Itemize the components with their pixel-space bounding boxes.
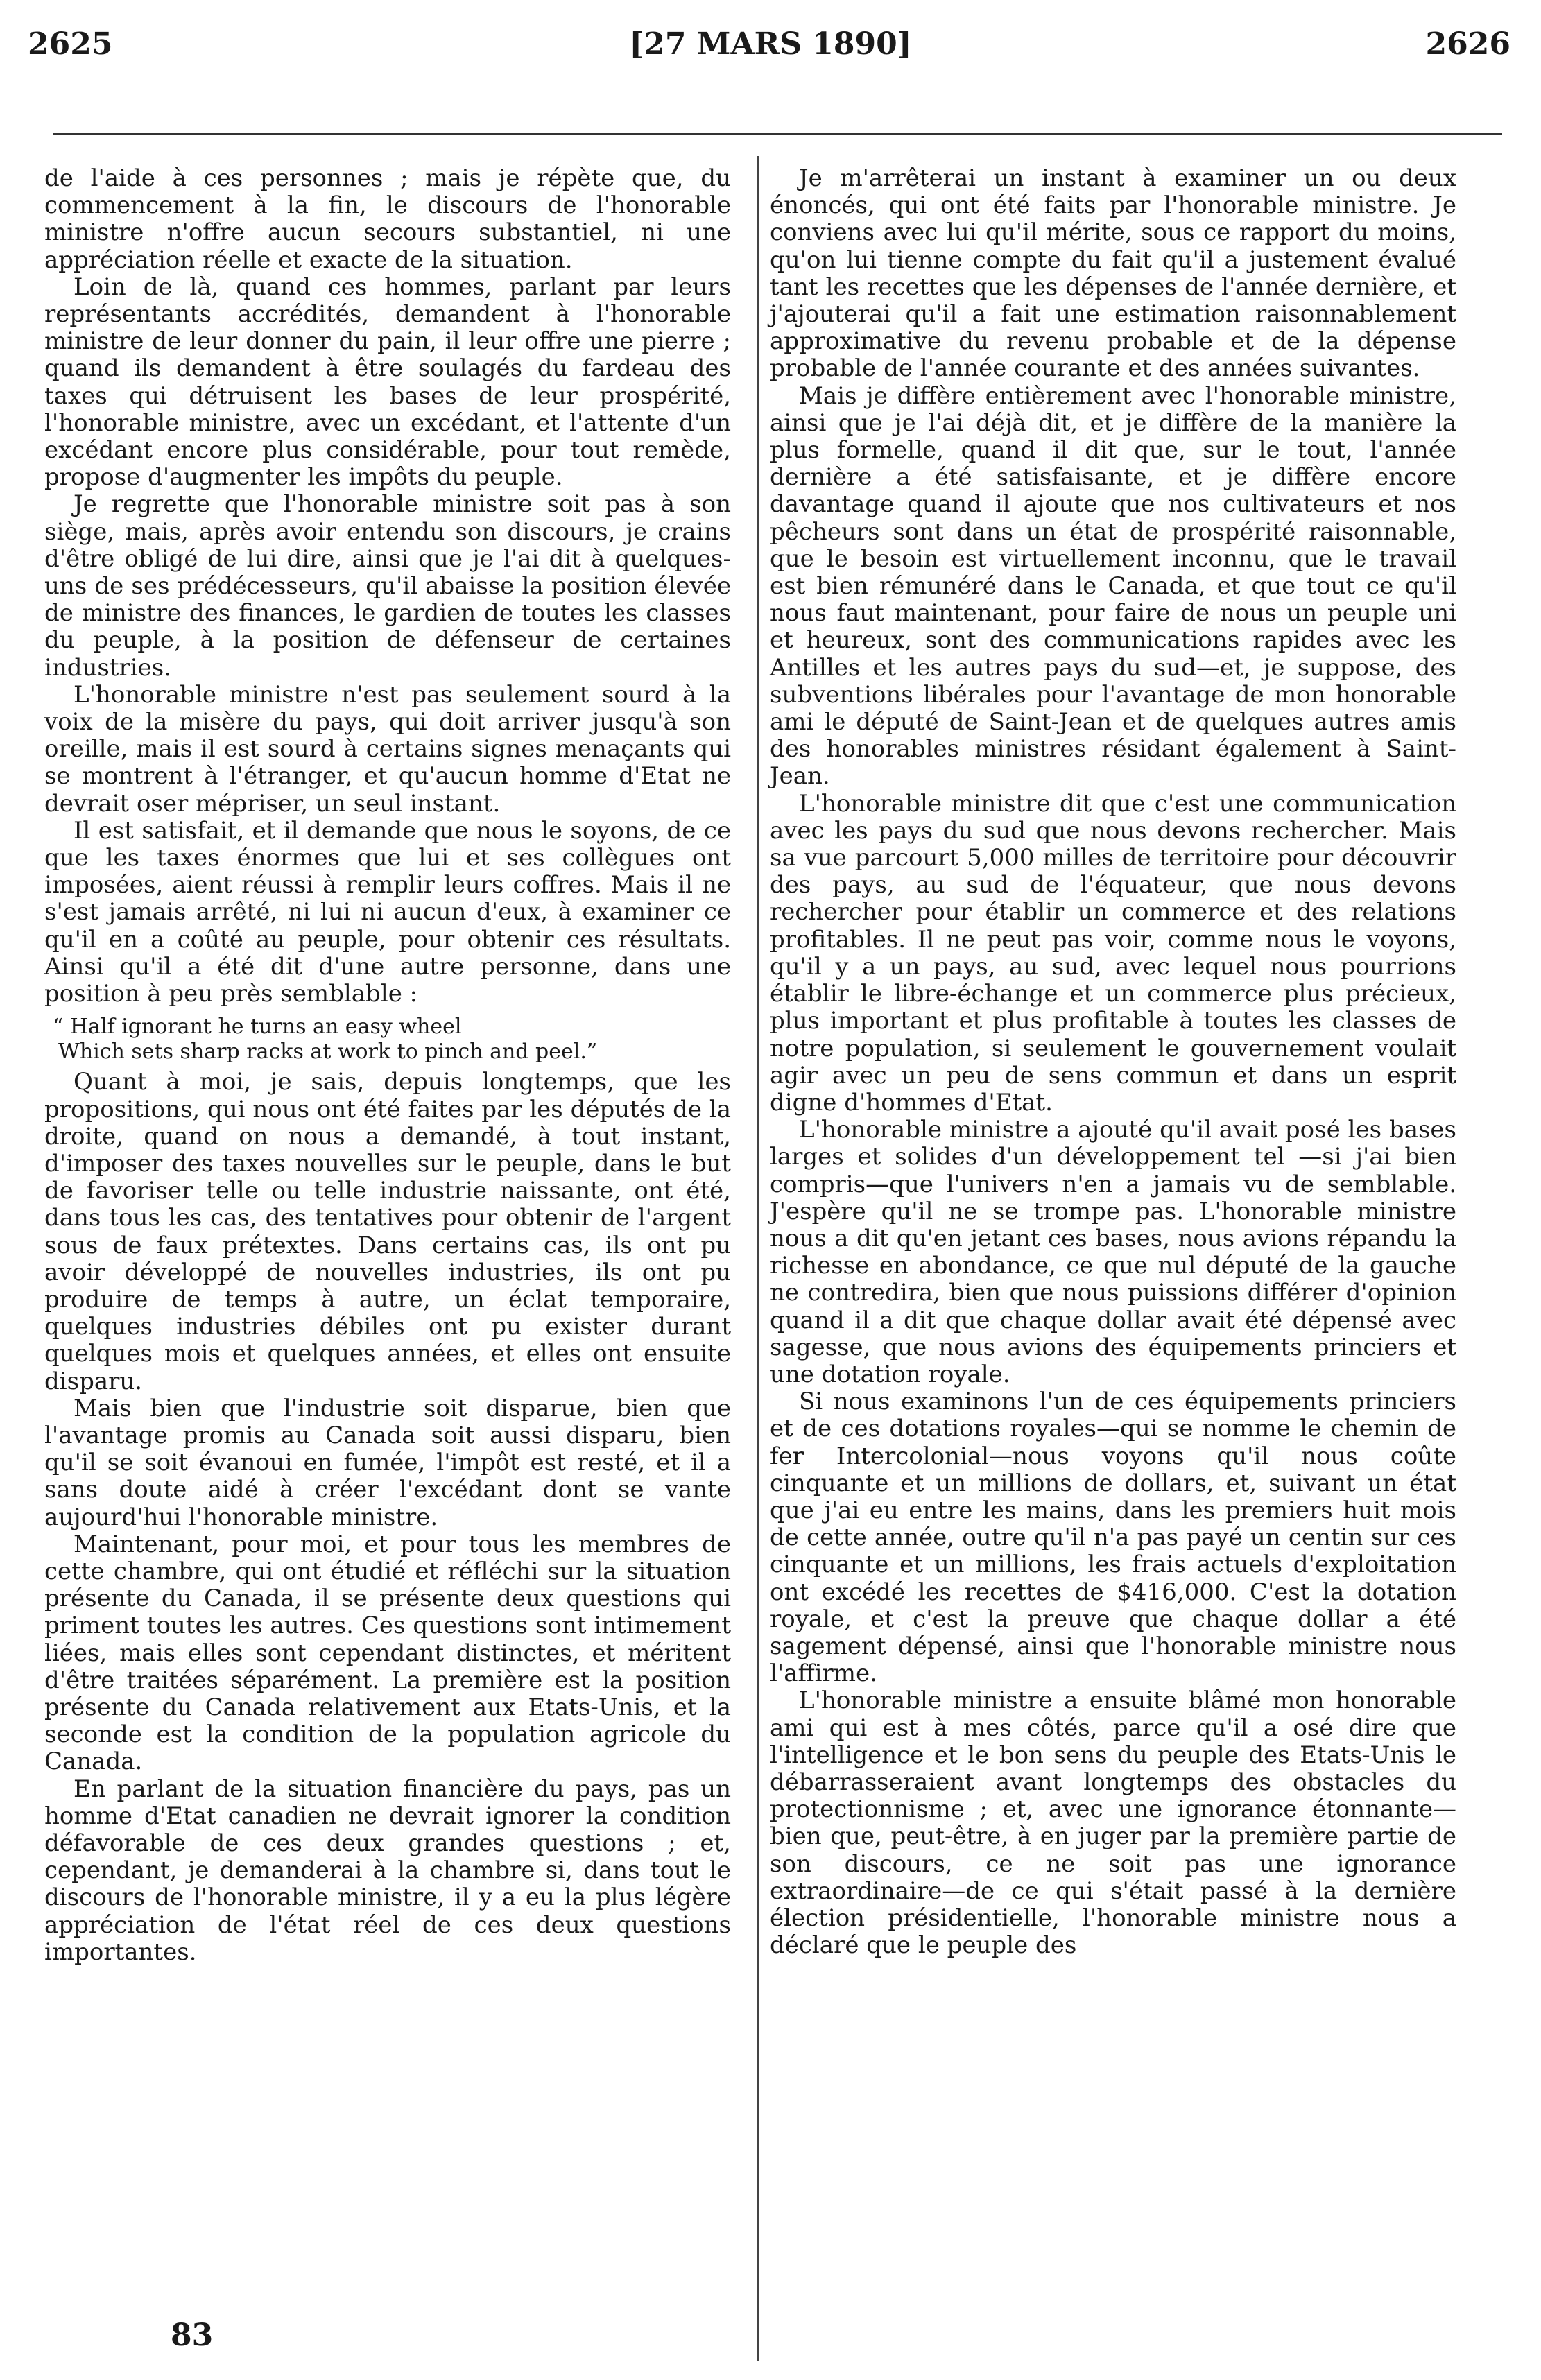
signature-number: 83: [171, 2318, 214, 2353]
paragraph: Si nous examinons l'un de ces équipements princiers et de ces dotations royales—qui se nomme le chemin de fer Intercolonial—nous voyons qu'il nous coûte cinquante et un millions de dollars, et, suivant un état que j'ai eu entre les mains, dans les premiers huit mois de cette année, outre qu'il n'a pas payé un centin sur ces cinquante et un millions, les frais actuels d'exploitation ont excédé les recettes de $416,000. C'est la dotation royale, et c'est la preuve que chaque dollar a été sagement dépensé, ainsi que l'honorable ministre nous l'affirme.: [770, 1388, 1456, 1688]
paragraph: Je m'arrêterai un instant à examiner un ou deux énoncés, qui ont été faits par l'honorable ministre. Je conviens avec lui qu'il mérite, sous ce rapport du moins, qu'on lui tienne compte du fait qu'il a justement évalué tant les recettes que les dépenses de l'année dernière, et j'ajouterai qu'il a fait une estimation raisonnablement approximative du revenu probable et de la dépense probable de l'année courante et des années suivantes.: [770, 164, 1456, 383]
paragraph: Mais bien que l'industrie soit disparue, bien que l'avantage promis au Canada soit aussi disparu, bien qu'il se soit évanoui en fumée, l'impôt est resté, et il a sans doute aidé à créer l'excédant dont se vante aujourd'hui l'honorable ministre.: [44, 1394, 731, 1531]
paragraph: Je regrette que l'honorable ministre soit pas à son siège, mais, après avoir entendu son discours, je crains d'être obligé de lui dire, ainsi que je l'ai dit à quelques-uns de ses prédécesseurs, qu'il abaisse la position élevée de ministre des finances, le gardien de toutes les classes du peuple, à la position de défenseur de certaines industries.: [44, 490, 731, 682]
paragraph: En parlant de la situation financière du pays, pas un homme d'Etat canadien ne devrait ignorer la condition défavorable de ces deux grandes questions ; et, cependant, je demanderai à la chambre si, dans tout le discours de l'honorable ministre, il y a eu la plus légère appréciation de l'état réel de ces deux questions importantes.: [44, 1775, 731, 1966]
page-number-right: 2626: [1425, 26, 1510, 62]
paragraph: Mais je diffère entièrement avec l'honorable ministre, ainsi que je l'ai déjà dit, et je diffère de la manière la plus formelle, quand il dit que, sur le tout, l'année dernière a été satisfaisante, et je diffère encore davantage quand il ajoute que nos cultivateurs et nos pêcheurs sont dans un état de prospérité raisonnable, que le besoin est virtuellement inconnu, que le travail est bien rémunéré dans le Canada, et que tout ce qu'il nous faut maintenant, pour faire de nous un peuple uni et heureux, sont des communications rapides avec les Antilles et les autres pays du sud—et, je suppose, des subventions libérales pour l'avantage de mon honorable ami le député de Saint-Jean et de quelques autres amis des honorables ministres résidant également à Saint-Jean.: [770, 381, 1456, 791]
left-column: [44, 165, 731, 1966]
page-number-left: 2625: [28, 26, 113, 62]
paragraph: L'honorable ministre n'est pas seulement sourd à la voix de la misère du pays, qui doit arriver jusqu'à son oreille, mais il est sourd à certains signes menaçants qui se montrent à l'étranger, et qu'aucun homme d'Etat ne devrait oser mépriser, un seul instant.: [44, 680, 731, 818]
paragraph: L'honorable ministre dit que c'est une communication avec les pays du sud que nous devons rechercher. Mais sa vue parcourt 5,000 milles de territoire pour découvrir des pays, au sud de l'équateur, que nous devons rechercher pour établir un commerce et des relations profitables. Il ne peut pas voir, comme nous le voyons, qu'il y a un pays, au sud, avec lequel nous pourrions établir le libre-échange et un commerce plus précieux, plus important et plus profitable à toutes les classes de notre population, si seulement le gouvernement voulait agir avec un peu de sens commun et dans un esprit digne d'hommes d'Etat.: [770, 789, 1456, 1116]
paragraph: L'honorable ministre a ensuite blâmé mon honorable ami qui est à mes côtés, parce qu'il a osé dire que l'intelligence et le bon sens du peuple des Etats-Unis le débarrasseraient avant longtemps des obstacles du protectionnisme ; et, avec une ignorance étonnante—bien que, peut-être, à en juger par la première partie de son discours, ce ne soit pas une ignorance extraordinaire—de ce qui s'était passé à la dernière élection présidentielle, l'honorable ministre nous a déclaré que le peuple des: [770, 1687, 1456, 1960]
page-date: [27 MARS 1890]: [629, 26, 912, 62]
page-header: [28, 26, 1513, 82]
paragraph: Loin de là, quand ces hommes, parlant par leurs représentants accrédités, demandent à l'honorable ministre de leur donner du pain, il leur offre une pierre ; quand ils demandent à être soulagés du fardeau des taxes qui détruisent les bases de leur prospérité, l'honorable ministre, avec un excédant, et l'attente d'un excédant encore plus considérable, pour tout remède, propose d'augmenter les impôts du peuple.: [44, 273, 731, 492]
verse-quote: [53, 1015, 731, 1064]
header-rule: [53, 133, 1502, 139]
paragraph: L'honorable ministre a ajouté qu'il avait posé les bases larges et solides d'un développement tel —si j'ai bien compris—que l'univers n'en a jamais vu de semblable. J'espère qu'il ne se trompe pas. L'honorable ministre nous a dit qu'en jetant ces bases, nous avions répandu la richesse en abondance, ce que nul député de la gauche ne contredira, bien que nous puissions différer d'opinion quand il a dit que chaque dollar avait été dépensé avec sagesse, que nous avions des équipements princiers et une dotation royale.: [770, 1116, 1456, 1388]
paragraph: Il est satisfait, et il demande que nous le soyons, de ce que les taxes énormes que lui et ses collègues ont imposées, aient réussi à remplir leurs coffres. Mais il ne s'est jamais arrêté, ni lui ni aucun d'eux, à examiner ce qu'il en a coûté au peuple, pour obtenir ces résultats. Ainsi qu'il a été dit d'une autre personne, dans une position à peu près semblable :: [44, 816, 731, 1008]
paragraph: de l'aide à ces personnes ; mais je répète que, du commencement à la fin, le discours de l'honorable ministre n'offre aucun secours substantiel, ni une appréciation réelle et exacte de la situation.: [44, 164, 731, 274]
paragraph: Quant à moi, je sais, depuis longtemps, que les propositions, qui nous ont été faites par les députés de la droite, quand on nous a demandé, à tout instant, d'imposer des taxes nouvelles sur le peuple, dans le but de favoriser telle ou telle industrie naissante, ont été, dans tous les cas, des tentatives pour obtenir de l'argent sous de faux prétextes. Dans certains cas, ils ont pu avoir développé de nouvelles industries, ils ont pu produire de temps à autre, un éclat temporaire, quelques industries débiles ont pu exister durant quelques mois et quelques années, et elles ont ensuite disparu.: [44, 1068, 731, 1395]
quote-line: “ Half ignorant he turns an easy wheel: [53, 1015, 462, 1040]
right-column: [770, 165, 1456, 1959]
quote-line: Which sets sharp racks at work to pinch and peel.”: [58, 1040, 598, 1064]
paragraph: Maintenant, pour moi, et pour tous les membres de cette chambre, qui ont étudié et réfléchi sur la situation présente du Canada, il se présente deux questions qui priment toutes les autres. Ces questions sont intimement liées, mais elles sont cependant distinctes, et méritent d'être traitées séparément. La première est la position présente du Canada relativement aux Etats-Unis, et la seconde est la condition de la population agricole du Canada.: [44, 1530, 731, 1776]
column-divider: [757, 156, 759, 2361]
